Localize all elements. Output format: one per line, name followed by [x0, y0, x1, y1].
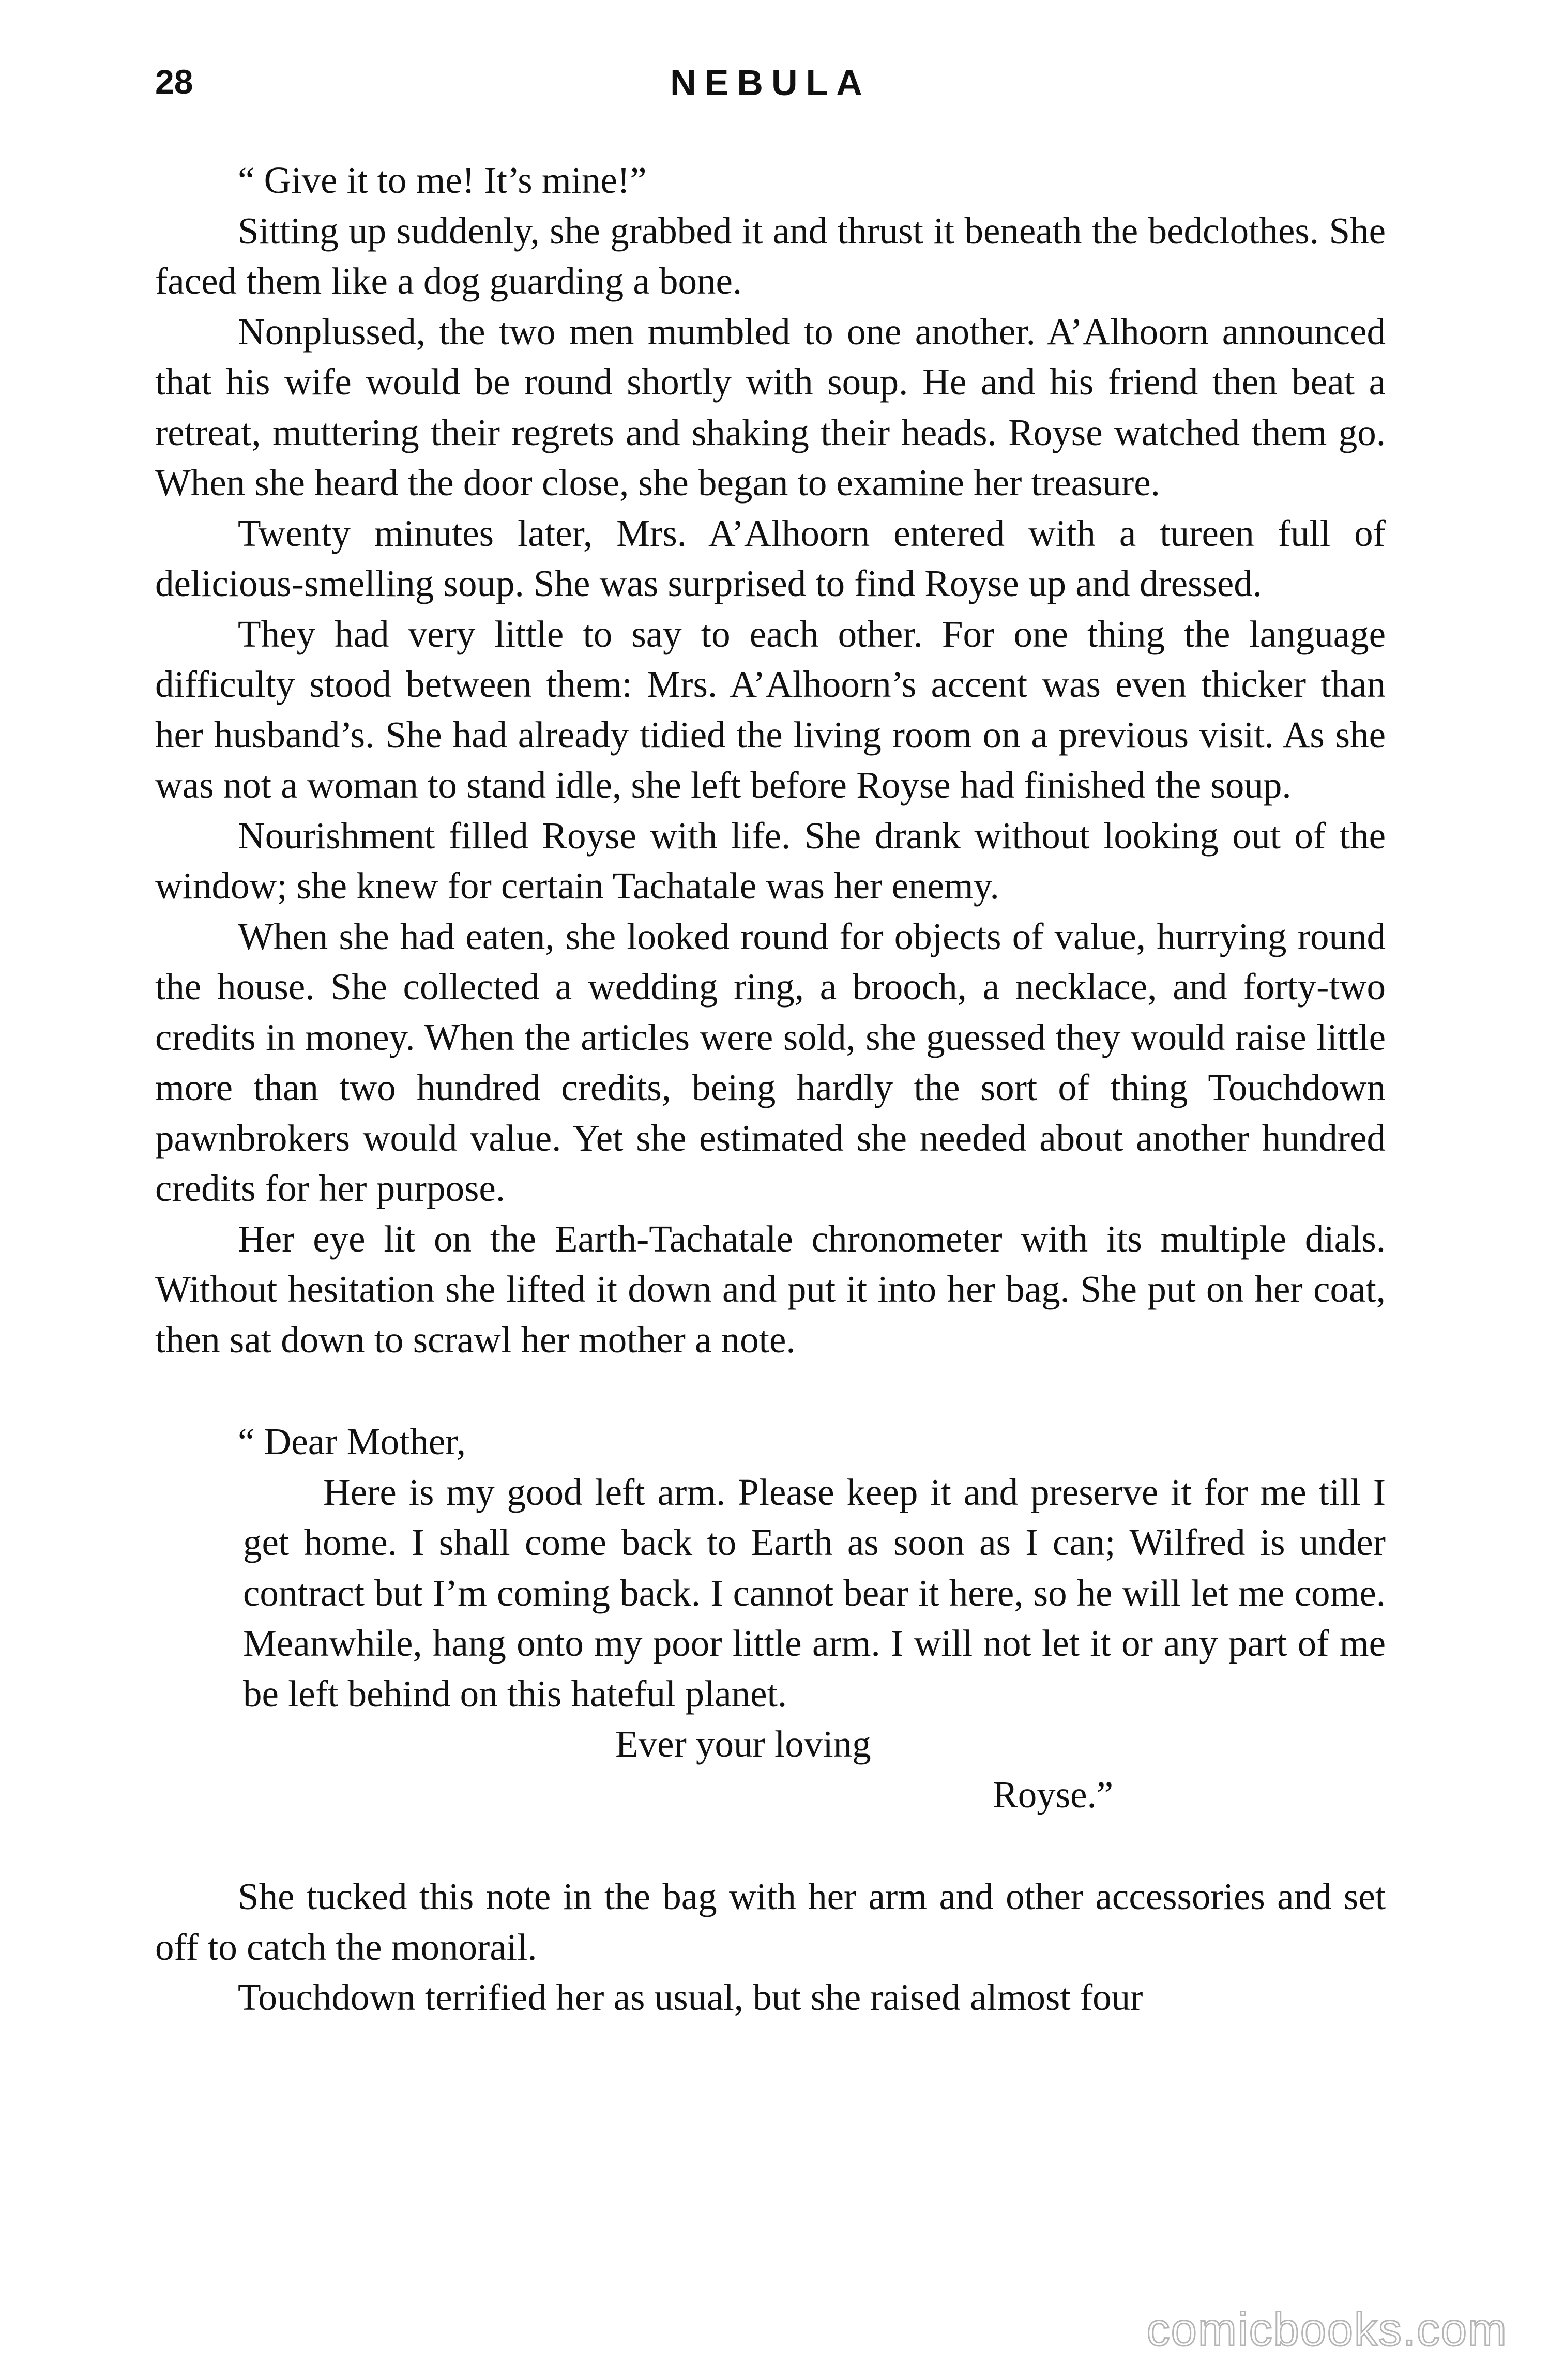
- paragraph: When she had eaten, she looked round for objects of value, hurrying round the house. She collected a wedding ring, a brooch, a necklace, and forty-two credits in money. When the articles were sold, she guessed they would raise little more than two hundred credits, being hardly the sort of thing Touchdown pawnbrokers would value. Yet she estimated she needed about another hundred credits for her purpose.: [155, 915, 1386, 1209]
- letter-to-mother: [155, 1416, 1386, 1820]
- letter-body: Here is my good left arm. Please keep it and preserve it for me till I get home. I shall come back to Earth as soon as I can; Wilfred is under contract but I’m coming back. I cannot bear it here, so he will let me come. Meanwhile, hang onto my poor little arm. I will not let it or any part of me be left behind on this hateful planet.: [243, 1471, 1386, 1715]
- paragraph: Her eye lit on the Earth-Tachatale chronometer with its multiple dials. Without hesitation she lifted it down and put it into her bag. She put on her coat, then sat down to scrawl her mother a note.: [155, 1217, 1386, 1361]
- paragraph: Nourishment filled Royse with life. She drank without looking out of the window; she knew for certain Tachatale was her enemy.: [155, 814, 1386, 907]
- after-letter-section: [155, 1871, 1386, 2023]
- paragraph: “ Give it to me! It’s mine!”: [238, 159, 647, 201]
- paragraph: She tucked this note in the bag with her arm and other accessories and set off to catch the monorail.: [155, 1875, 1386, 1968]
- site-watermark: comicbooks.com: [1146, 2304, 1508, 2356]
- page-number: 28: [155, 63, 193, 101]
- story-text: [155, 155, 1386, 2023]
- paragraph: Nonplussed, the two men mumbled to one another. A’Alhoorn announced that his wife would be round shortly with soup. He and his friend then beat a retreat, muttering their regrets and shaking their heads. Royse watched them go. When she heard the door close, she began to examine her treasure.: [155, 310, 1386, 504]
- paragraph: Touchdown terrified her as usual, but she raised almost four: [238, 1976, 1143, 2018]
- page-header: [155, 62, 1386, 124]
- paragraph: Twenty minutes later, Mrs. A’Alhoorn entered with a tureen full of delicious-smelling soup. She was surprised to find Royse up and dressed.: [155, 512, 1386, 604]
- letter-signature: Royse.”: [993, 1773, 1114, 1815]
- letter-salutation: “ Dear Mother,: [238, 1421, 466, 1462]
- running-title: NEBULA: [670, 63, 871, 103]
- paragraph: Sitting up suddenly, she grabbed it and thrust it beneath the bedclothes. She faced them like a dog guarding a bone.: [155, 209, 1386, 302]
- letter-closing: Ever your loving: [615, 1723, 871, 1765]
- paragraph: They had very little to say to each other. For one thing the language difficulty stood between them: Mrs. A’Alhoorn’s accent was even thicker than her husband’s. She had already tidied the living room on a previous visit. As she was not a woman to stand idle, she left before Royse had finished the soup.: [155, 613, 1386, 806]
